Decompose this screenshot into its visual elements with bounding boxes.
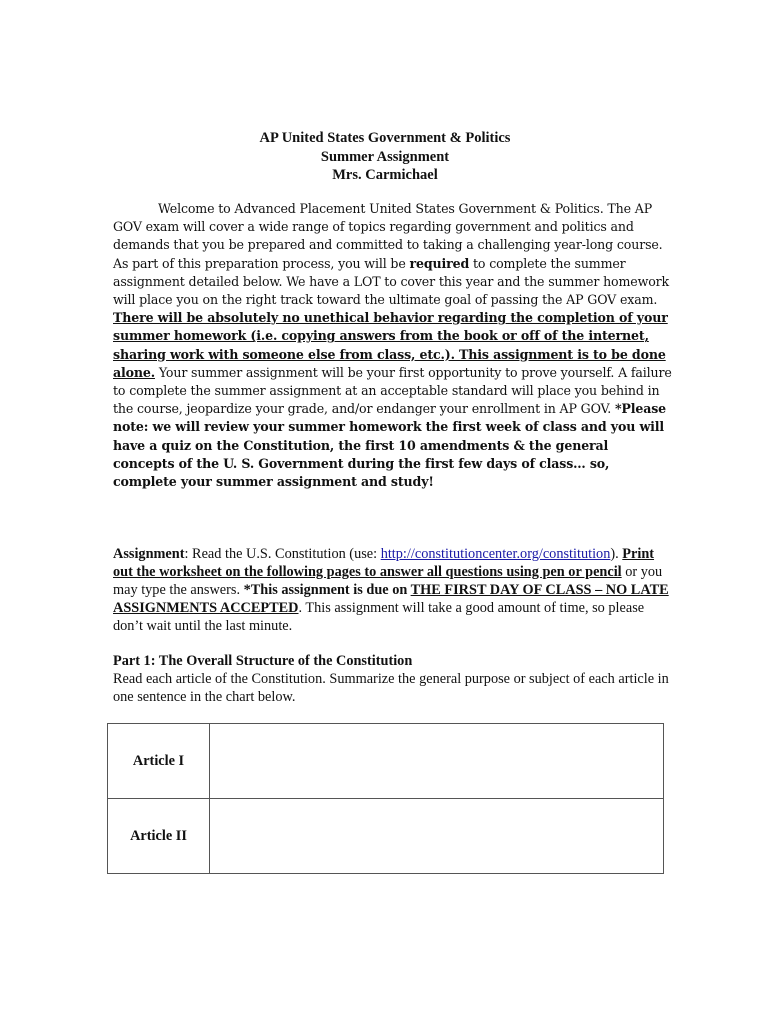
article-label: Article II (108, 799, 210, 874)
constitution-link[interactable]: http://constitutioncenter.org/constitution (380, 546, 611, 562)
assignment-text-1: : Read the U.S. Constitution (use: (184, 546, 381, 562)
assignment-title: Summer Assignment (320, 148, 450, 165)
intro-warning: There will be absolutely no unethical behavior regarding the completion of your summer homework (i.e. copying answers from the book or off of the internet, sharing work with someone else from class, etc.). This assignment is to be done alone. (113, 310, 668, 380)
assignment-print-instructions: Print out the worksheet on the following pages to answer all questions using pen or pencil (113, 546, 655, 581)
assignment-text-3: or you may type the answers. (113, 564, 663, 599)
part1-title: Part 1: The Overall Structure of the Constitution (113, 653, 413, 669)
document-header (0, 129, 770, 185)
article-label: Article I (108, 724, 210, 799)
intro-text-3: Your summer assignment will be your first opportunity to prove yourself. A failure to complete the summer assignment at an acceptable standard will place you behind in the course, jeopardize your grade, and/or endanger your enrollment in AP GOV. (113, 364, 672, 417)
intro-text-1: Welcome to Advanced Placement United States Government & Politics. The AP GOV exam will cover a wide range of topics regarding government and politics and demands that you be prepared and committed to taking a challenging year-long course. As part of this preparation process, you will be (113, 201, 663, 271)
intro-required: required (409, 255, 470, 271)
assignment-label: Assignment (113, 546, 185, 562)
assignment-text-4: . This assignment will take a good amount of time, so please don’t wait until the last minute. (113, 600, 645, 635)
table-row (108, 724, 664, 799)
assignment-paragraph (113, 545, 673, 635)
table-row (108, 799, 664, 874)
assignment-due-prefix: *This assignment is due on (243, 582, 411, 599)
article-summary-cell[interactable] (210, 799, 664, 874)
part1-section (113, 652, 673, 706)
intro-paragraph (113, 200, 673, 491)
course-title: AP United States Government & Politics (259, 130, 511, 146)
intro-note: *Please note: we will review your summer homework the first week of class and you will have a quiz on the Constitution, the first 10 amendments & the general concepts of the U. S. Government during the first few days of class… so, complete your summer assignment and study! (113, 401, 667, 490)
intro-text-2: to complete the summer assignment detailed below. We have a LOT to cover this year and the summer homework will place you on the right track toward the ultimate goal of passing the AP GOV exam. (113, 255, 669, 308)
assignment-text-2: ). (610, 546, 619, 562)
teacher-name: Mrs. Carmichael (332, 167, 438, 183)
part1-instructions: Read each article of the Constitution. Summarize the general purpose or subject of each article in one sentence in the chart below. (113, 671, 669, 706)
article-summary-cell[interactable] (210, 724, 664, 799)
assignment-due-date: THE FIRST DAY OF CLASS – NO LATE ASSIGNMENTS ACCEPTED (113, 582, 669, 617)
article-summary-chart (107, 723, 664, 874)
